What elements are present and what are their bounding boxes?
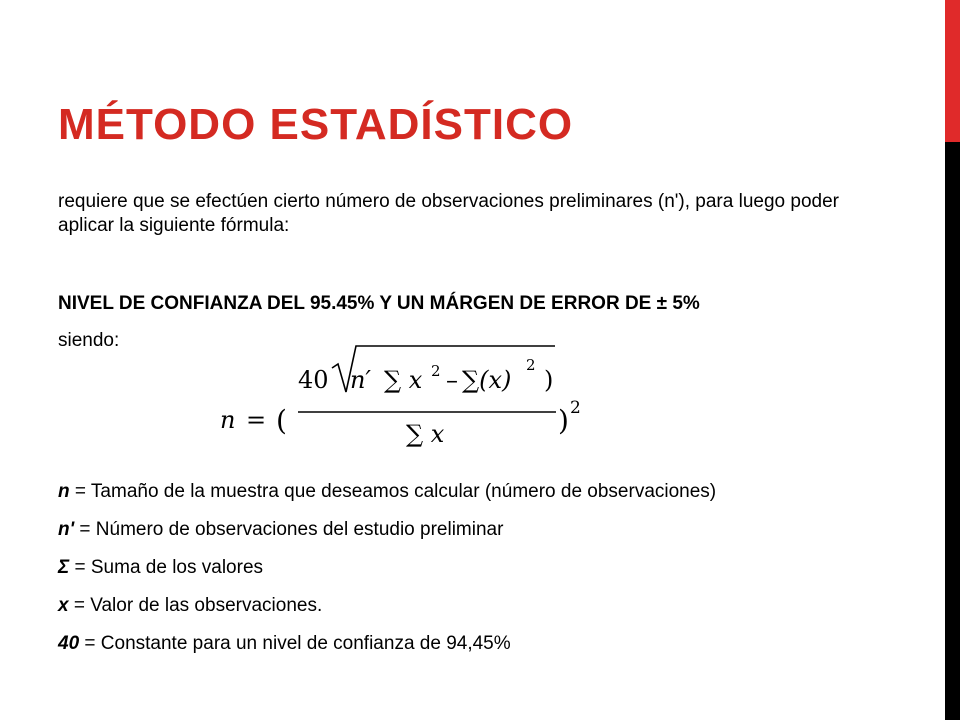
definition-text: = Valor de las observaciones. — [68, 595, 323, 616]
formula-constant: 40 — [298, 366, 329, 394]
definition-text: = Constante para un nivel de confianza de 94,45% — [79, 633, 511, 654]
definitions-list — [58, 480, 878, 670]
definition-item — [58, 632, 878, 656]
definition-item — [58, 518, 878, 542]
formula-sum-x-sq: ∑(x) — [462, 366, 512, 394]
siendo-label: siendo: — [58, 330, 120, 351]
definition-text: = Número de observaciones del estudio preliminar — [74, 519, 504, 540]
sample-size-formula — [210, 338, 610, 468]
formula-close-paren: ) — [558, 404, 569, 437]
definition-text: = Suma de los valores — [69, 557, 264, 578]
definition-term: 40 — [58, 633, 80, 654]
formula-exp-x2: 2 — [431, 362, 441, 380]
definition-text: = Tamaño de la muestra que deseamos calcular (número de observaciones) — [69, 481, 717, 502]
definition-term: n — [58, 481, 70, 502]
formula-lines — [210, 338, 610, 468]
formula-denominator: ∑ x — [406, 420, 445, 448]
intro-text: requiere que se efectúen cierto número de observaciones preliminares (n'), para luego poder aplicar la siguiente fórmula: — [58, 191, 839, 236]
formula-equals: = — [246, 406, 267, 434]
formula-open-paren: ( — [276, 404, 287, 437]
definition-term: n' — [58, 519, 75, 540]
definition-item — [58, 594, 878, 618]
formula-sum-x2: ∑ x — [384, 366, 423, 394]
formula-minus: – — [446, 366, 458, 394]
confidence-subtitle: NIVEL DE CONFIANZA DEL 95.45% Y UN MÁRGEN DE ERROR DE ± 5% — [58, 293, 700, 314]
formula-n-prime: n′ — [350, 366, 371, 394]
formula-outer-exp: 2 — [570, 398, 581, 418]
accent-bar-black — [945, 142, 960, 720]
definition-item — [58, 480, 878, 504]
definition-term: Σ — [58, 557, 70, 578]
definition-item — [58, 556, 878, 580]
slide-title: MÉTODO ESTADÍSTICO — [58, 100, 574, 149]
formula-lhs: n — [220, 406, 236, 434]
formula-exp-sq: 2 — [526, 356, 536, 374]
accent-bar-red — [945, 0, 960, 142]
definition-term: x — [58, 595, 69, 616]
formula-close-inner: ) — [544, 366, 554, 394]
